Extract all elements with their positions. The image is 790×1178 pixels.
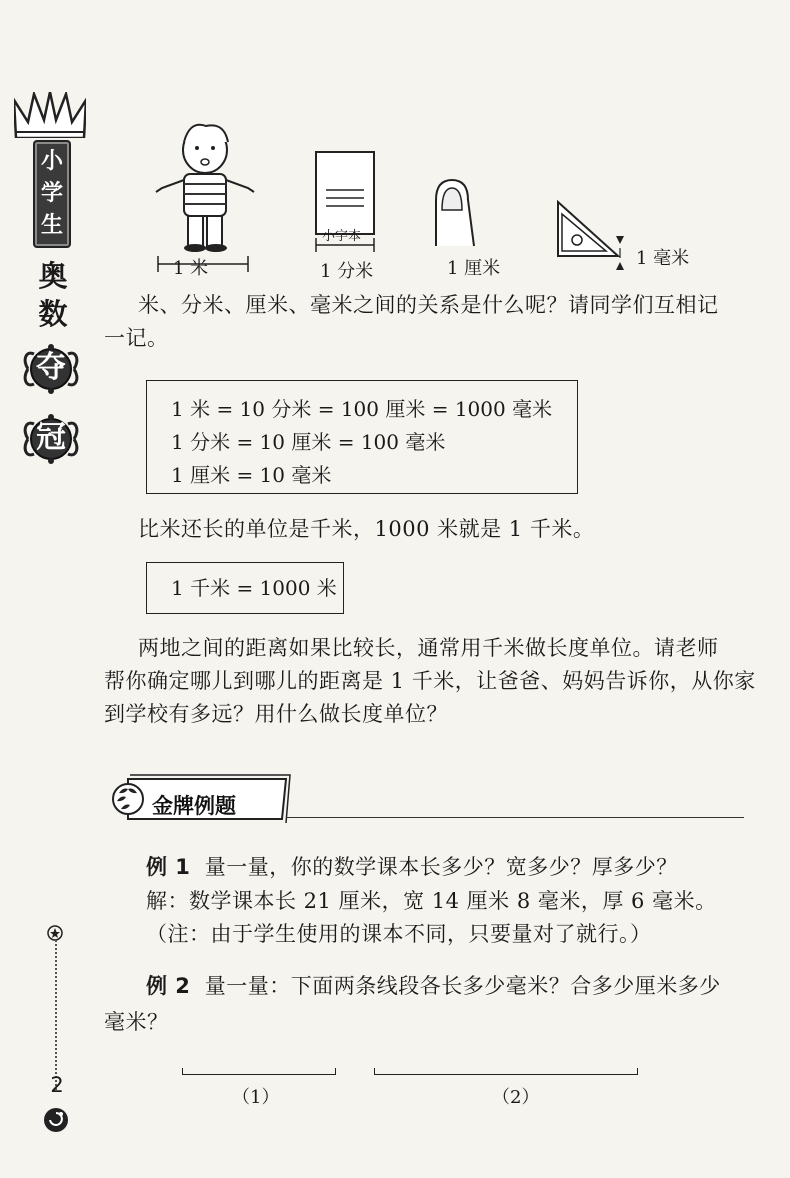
distance-line: 帮你确定哪儿到哪儿的距离是 1 千米，让爸爸、妈妈告诉你，从你家 [104, 669, 756, 693]
series-tag [33, 140, 71, 248]
page-number: 2 [50, 1073, 64, 1097]
length-figures [140, 118, 700, 278]
crown-icon [14, 92, 86, 138]
section-rule [286, 817, 744, 818]
finger-length-label: 1 厘米 [447, 258, 501, 279]
relation-line: 1 米 = 10 分米 = 100 厘米 = 1000 毫米 [171, 397, 553, 421]
km-relation: 1 千米 = 1000 米 [171, 576, 337, 600]
series-title-char: 奥 [38, 259, 68, 293]
boy-figure [156, 125, 254, 252]
example-1-text: 量一量，你的数学课本长多少？宽多少？厚多少？ [204, 855, 678, 879]
sidebar [0, 0, 108, 1178]
example-2-text: 量一量：下面两条线段各长多少毫米？合多少厘米多少 [204, 974, 721, 998]
section-title: 金牌例题 [152, 794, 236, 818]
series-tag-char: 小 [40, 149, 63, 174]
relation-line: 1 分米 = 10 厘米 = 100 毫米 [171, 430, 446, 454]
line-segment-2 [374, 1074, 638, 1075]
intro-line: 一记。 [104, 326, 169, 350]
example-1-label: 例 1 [146, 855, 191, 879]
example-1-answer: 解：数学课本长 21 厘米，宽 14 厘米 8 毫米，厚 6 毫米。 [146, 889, 717, 913]
example-1-question [146, 851, 678, 884]
unit-relations-box [146, 380, 578, 494]
finger-figure [436, 180, 474, 246]
line-segment-1 [182, 1074, 336, 1075]
swirl-icon [41, 1105, 71, 1135]
distance-line: 两地之间的距离如果比较长，通常用千米做长度单位。请老师 [138, 636, 719, 660]
example-2-question [146, 970, 721, 1003]
km-relation-box [146, 562, 344, 614]
ornament-char: 冠 [36, 420, 66, 455]
set-square-figure [558, 202, 618, 256]
segment-2-label: （2） [492, 1087, 540, 1108]
ornament-char: 夺 [36, 350, 66, 385]
person-length-label: 1 米 [173, 258, 209, 279]
series-tag-char: 学 [40, 181, 63, 206]
notebook-figure [316, 152, 374, 234]
relation-line: 1 厘米 = 10 毫米 [171, 463, 332, 487]
sidebar-dotted-line [55, 940, 57, 1090]
km-intro: 比米还长的单位是千米，1000 米就是 1 千米。 [138, 517, 595, 541]
notebook-title: 小字本 [322, 229, 362, 244]
example-2-question-cont: 毫米？ [104, 1010, 169, 1034]
example-2-label: 例 2 [146, 974, 191, 998]
ornament-badge [20, 338, 82, 400]
ruler-length-label: 1 毫米 [636, 248, 690, 269]
series-title-char: 数 [38, 297, 68, 331]
intro-line: 米、分米、厘米、毫米之间的关系是什么呢？请同学们互相记 [138, 293, 719, 317]
segment-1-label: （1） [232, 1087, 280, 1108]
notebook-length-label: 1 分米 [320, 261, 374, 282]
series-tag-char: 生 [40, 213, 63, 238]
distance-line: 到学校有多远？用什么做长度单位？ [104, 702, 448, 726]
ornament-badge [20, 408, 82, 470]
example-1-note: （注：由于学生使用的课本不同，只要量对了就行。） [146, 922, 652, 946]
star-bullet-icon [47, 925, 63, 941]
